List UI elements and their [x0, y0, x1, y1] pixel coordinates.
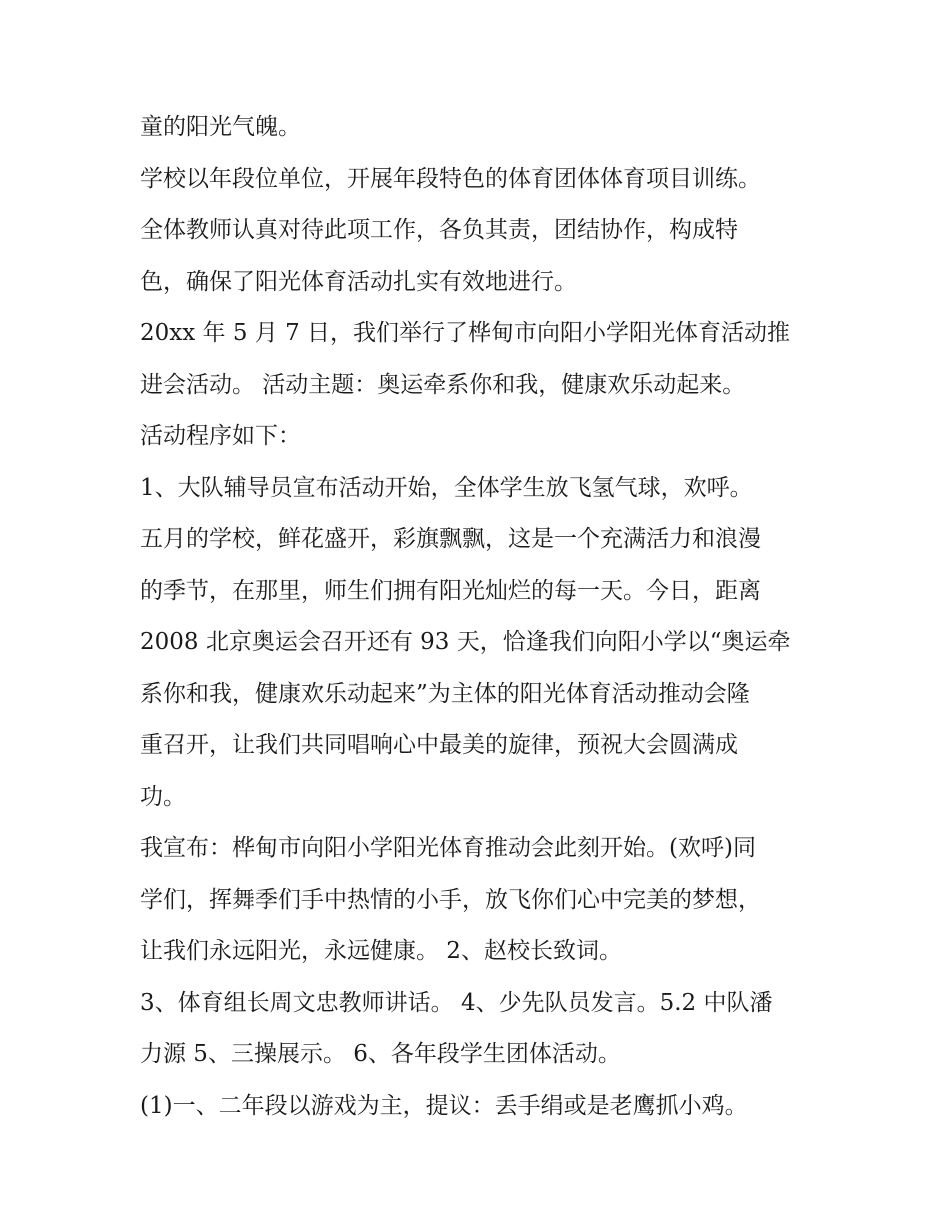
document-body [140, 102, 820, 1132]
text-line: 的季节，在那里，师生们拥有阳光灿烂的每一天。今日，距离 [140, 577, 761, 604]
text-line: 20xx 年 5 月 7 日，我们举行了桦甸市向阳小学阳光体育活动推 [140, 320, 791, 346]
text-line: 功。 [140, 783, 186, 810]
text-line: 2008 北京奥运会召开还有 93 天，恰逢我们向阳小学以“奥运牵 [140, 629, 791, 655]
text-line: 学们，挥舞季们手中热情的小手，放飞你们心中完美的梦想， [140, 886, 761, 913]
text-line: (1)一、二年段以游戏为主，提议：丢手绢或是老鹰抓小鸡。 [140, 1092, 748, 1119]
text-line: 力源 5、三操展示。 6、各年段学生团体活动。 [140, 1041, 621, 1067]
text-line: 童的阳光气魄。 [140, 114, 301, 140]
text-line: 3、体育组长周文忠教师讲话。 4、少先队员发言。5.2 中队潘 [140, 989, 773, 1016]
text-line: 色，确保了阳光体育活动扎实有效地进行。 [140, 268, 577, 295]
text-line: 我宣布：桦甸市向阳小学阳光体育推动会此刻开始。(欢呼)同 [140, 835, 756, 861]
text-line: 系你和我，健康欢乐动起来”为主体的阳光体育活动推动会隆 [140, 680, 750, 707]
text-line: 五月的学校，鲜花盛开，彩旗飘飘，这是一个充满活力和浪漫 [140, 526, 761, 552]
text-line: 重召开，让我们共同唱响心中最美的旋律，预祝大会圆满成 [140, 732, 738, 758]
text-line: 学校以年段位单位，开展年段特色的体育团体体育项目训练。 [140, 165, 761, 192]
text-line: 1、大队辅导员宣布活动开始，全体学生放飞氢气球，欢呼。 [140, 474, 753, 501]
text-line: 让我们永远阳光，永远健康。 2、赵校长致词。 [140, 938, 622, 964]
text-line: 进会活动。 活动主题：奥运牵系你和我，健康欢乐动起来。 [140, 371, 746, 398]
text-line: 全体教师认真对待此项工作，各负其责，团结协作，构成特 [140, 217, 738, 243]
text-line: 活动程序如下： [140, 423, 301, 449]
